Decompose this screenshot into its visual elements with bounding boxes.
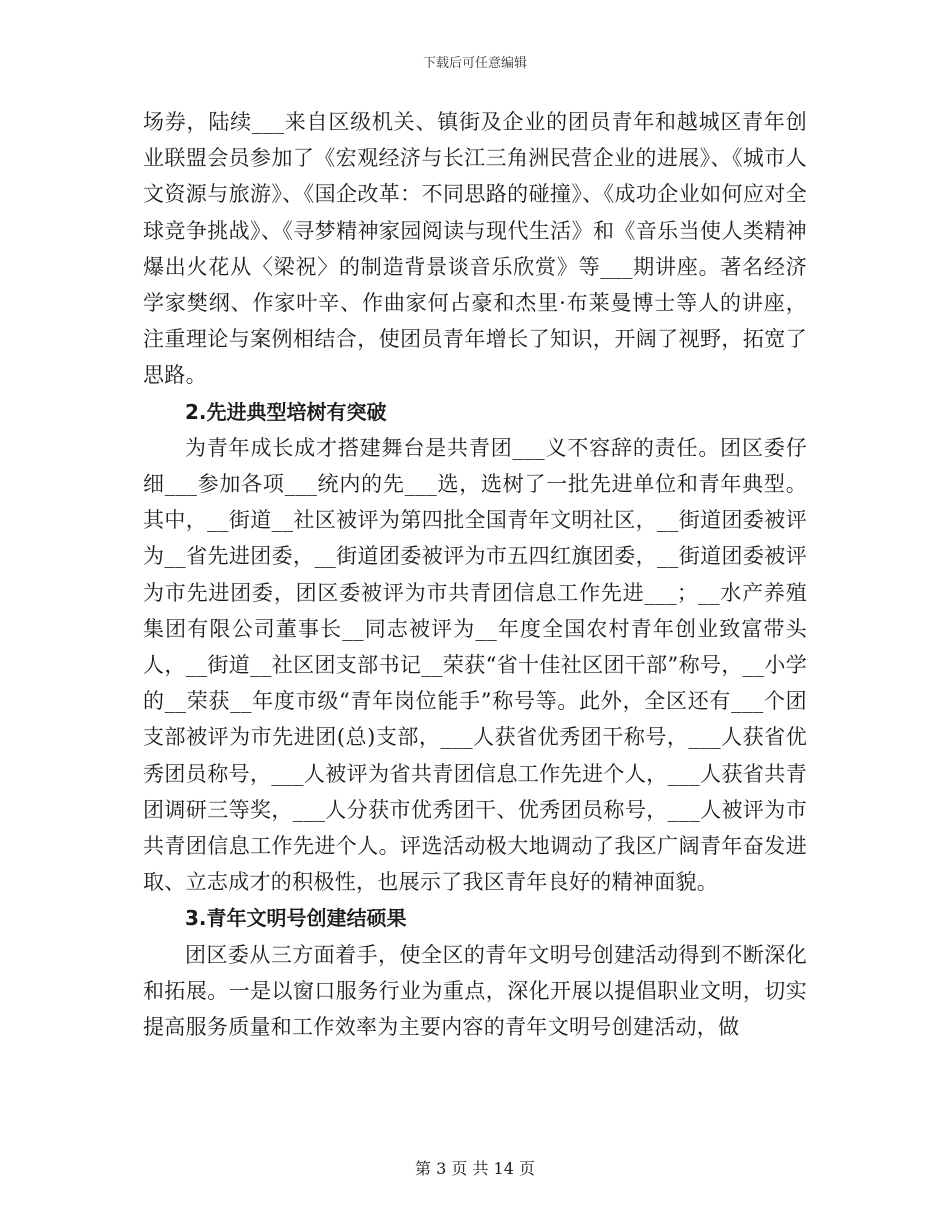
page-header: 下载后可任意编辑: [422, 56, 527, 71]
paragraph-civilization-post: 团区委从三方面着手，使全区的青年文明号创建活动得到不断深化和拓展。一是以窗口服务行业为重点，深化开展以提倡职业文明，切实提高服务质量和工作效率为主要内容的青年文明号创建活动，做: [143, 942, 807, 1040]
section-heading-3: 3.青年文明号创建结硕果: [185, 906, 407, 931]
document-body: [143, 104, 807, 1045]
paragraph-lecture-series: 场券，陆续___来自区级机关、镇街及企业的团员青年和越城区青年创业联盟会员参加了《宏观经济与长江三角洲民营企业的进展》、《城市人文资源与旅游》、《国企改革：不同思路的碰撞》、《成功企业如何应对全球竞争挑战》、《寻梦精神家园阅读与现代生活》和《音乐当使人类精神爆出火花从〈梁祝〉的制造背景谈音乐欣赏》等___期讲座。著名经济学家樊纲、作家叶辛、作曲家何占豪和杰里·布莱曼博士等人的讲座，注重理论与案例相结合，使团员青年增长了知识，开阔了视野，拓宽了思路。: [143, 110, 807, 388]
paragraph-model-cultivation: 为青年成长成才搭建舞台是共青团___义不容辞的责任。团区委仔细___参加各项___统内的先___选，选树了一批先进单位和青年典型。其中，__街道__社区被评为第四批全国青年文明社区，__街道团委被评为__省先进团委，__街道团委被评为市五四红旗团委，__街道团委被评为市先进团委，团区委被评为市共青团信息工作先进___；__水产养殖集团有限公司董事长__同志被评为__年度全国农村青年创业致富带头人，__街道__社区团支部书记__荣获“省十佳社区团干部”称号，__小学的__荣获__年度市级“青年岗位能手”称号等。此外，全区还有___个团支部被评为市先进团(总)支部，___人获省优秀团干称号，___人获省优秀团员称号，___人被评为省共青团信息工作先进个人，___人获省共青团调研三等奖，___人分获市优秀团干、优秀团员称号，___人被评为市共青团信息工作先进个人。评选活动极大地调动了我区广阔青年奋发进取、立志成才的积极性，也展示了我区青年良好的精神面貌。: [143, 435, 807, 895]
page-footer: 第 3 页 共 14 页: [415, 1159, 535, 1178]
section-heading-2: 2.先进典型培树有突破: [185, 399, 387, 424]
